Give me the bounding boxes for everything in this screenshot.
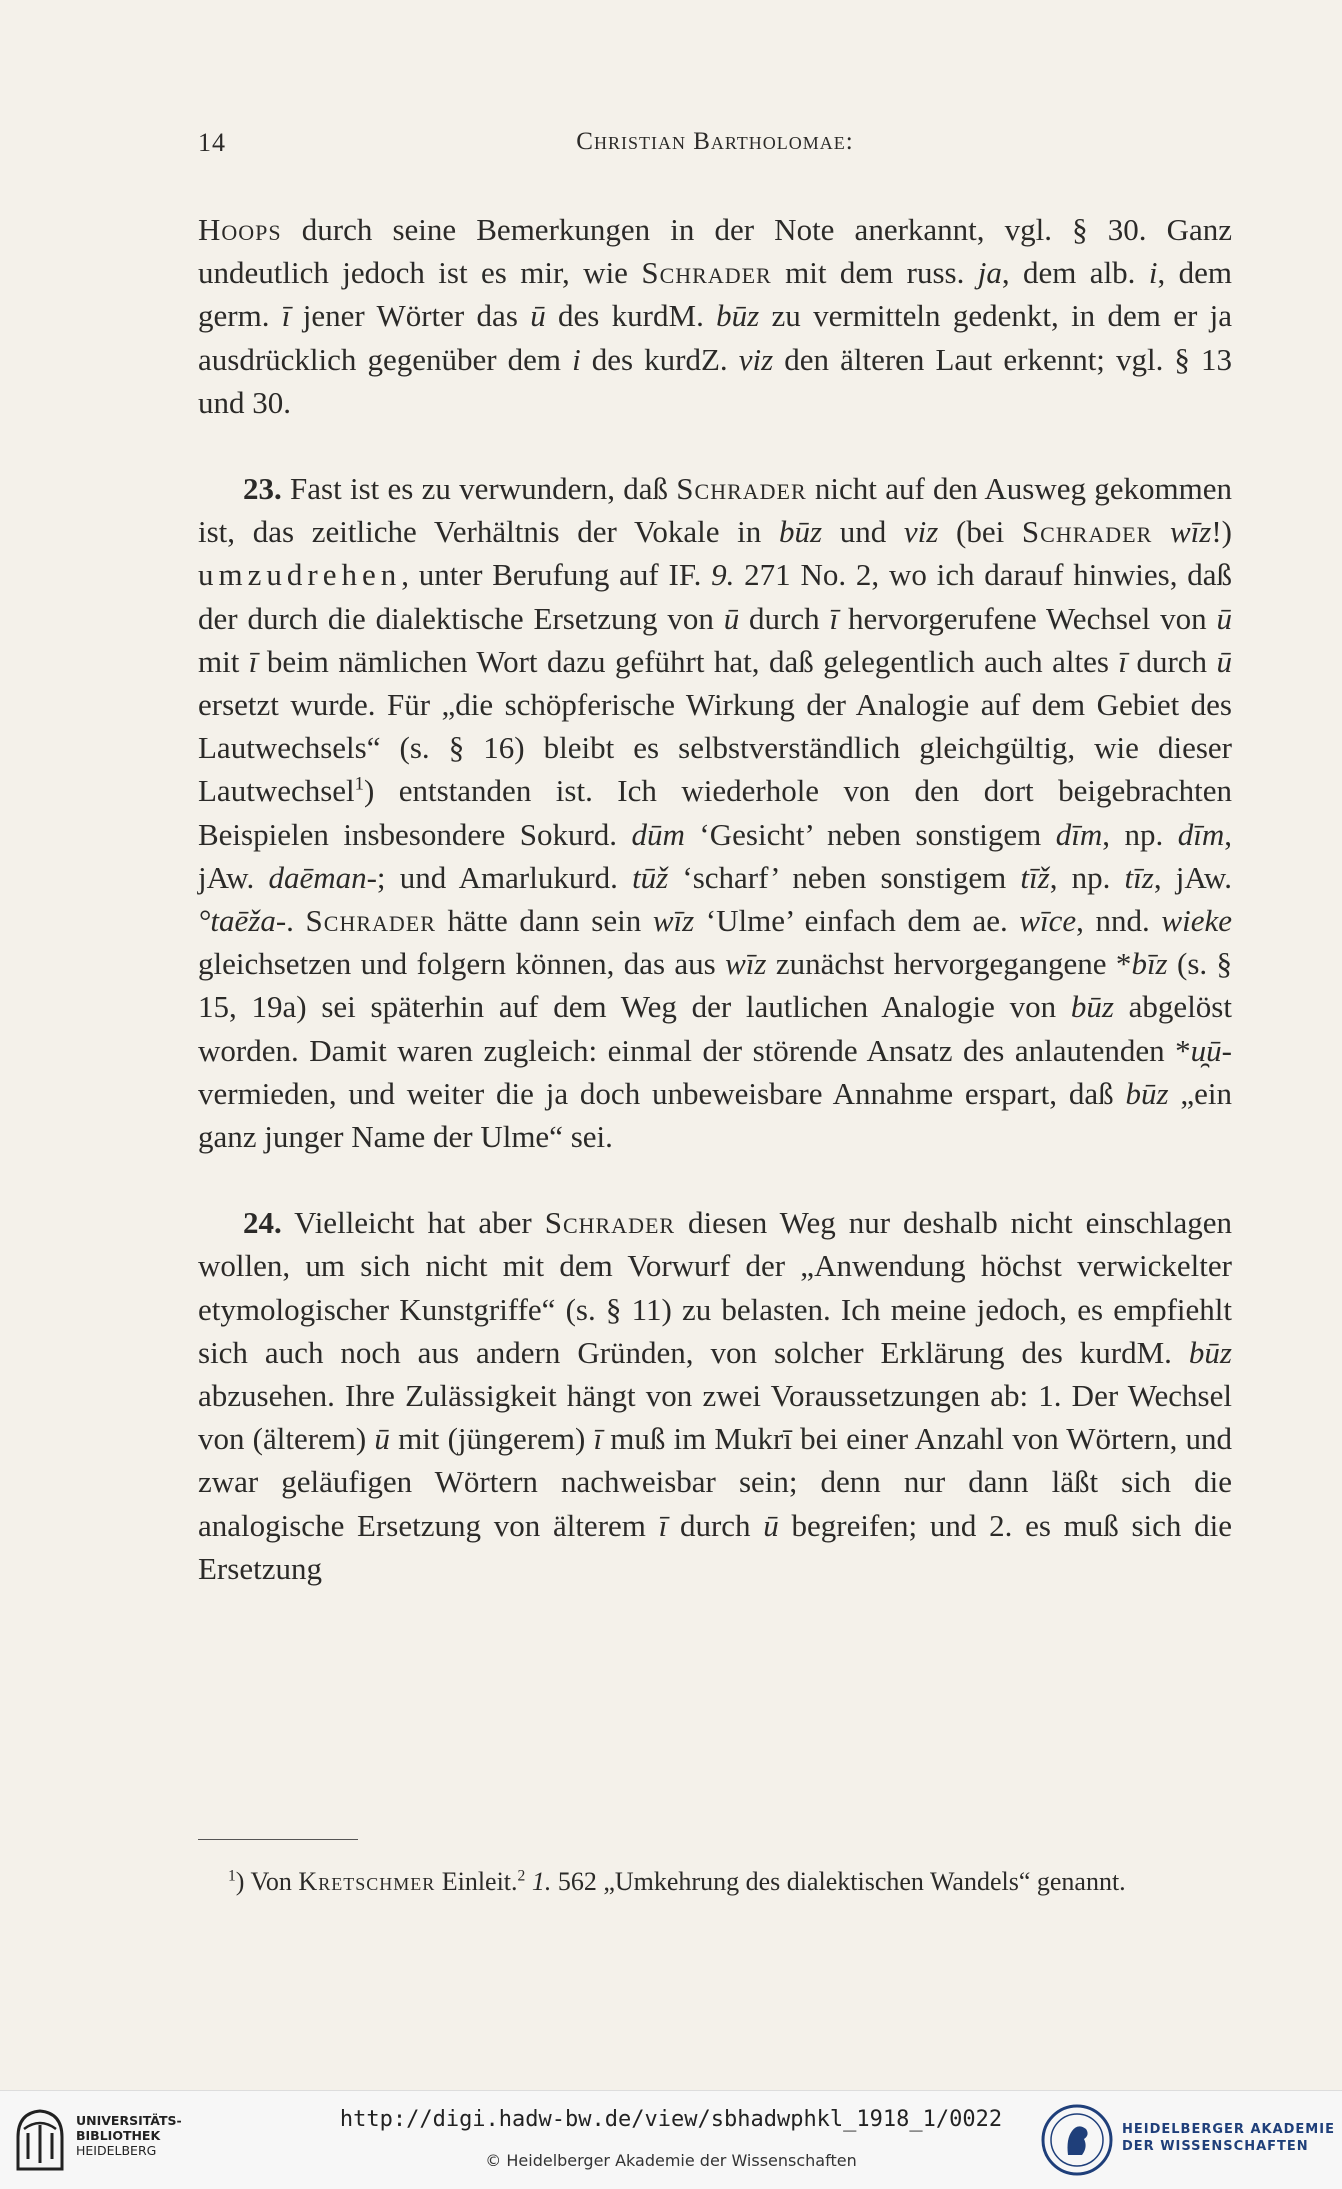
text-run: ‘Ulme’ einfach dem ae.: [694, 903, 1020, 939]
text-run: ersetzt wurde. Für „die schöpferische Wirkung der Analogie auf dem Gebiet des Lautwechsels“ (s. § 16) bleibt es selbstverständlich gleichgültig, wie dieser Lautwechsel: [198, 687, 1232, 809]
text-run: mit (jüngerem): [389, 1421, 594, 1457]
italic-term: ī: [248, 643, 258, 679]
text-run: hervorgerufene Wechsel von: [838, 600, 1217, 636]
text-run: muß im Mukrī bei einer Anzahl von Wörtern, und zwar geläufigen Wörtern nachweisbar sein; denn nur dann läßt sich die analogische Ersetzung von älterem: [198, 1421, 1232, 1543]
italic-term: dūm: [631, 816, 685, 852]
italic-term: tīž: [1020, 859, 1050, 895]
text-run: , unter Berufung auf IF.: [401, 557, 712, 593]
text-run: durch: [1127, 643, 1217, 679]
italic-term: 9.: [711, 557, 735, 593]
author-name: Hoops: [198, 212, 282, 247]
text-run: durch: [667, 1507, 764, 1543]
text-run: und: [822, 514, 904, 550]
italic-term: ī: [593, 1421, 603, 1457]
italic-term: ū: [763, 1507, 779, 1543]
italic-term: tūž: [632, 859, 669, 895]
italic-term: būz: [778, 514, 823, 550]
academy-line-2: DER WISSENSCHAFTEN: [1122, 2139, 1309, 2154]
author-name: Schrader: [1021, 514, 1153, 550]
text-run: (s. § 15, 19a) sei späterhin auf dem Weg der lautlichen Analogie von: [198, 946, 1233, 1025]
text-run: , nnd.: [1076, 903, 1162, 939]
copyright-notice: © Heidelberger Akademie der Wissenschaften: [485, 2151, 857, 2170]
italic-term: ja: [977, 255, 1002, 291]
italic-term: wīce: [1019, 903, 1077, 939]
text-run: vermieden, und weiter die ja doch unbeweisbare Annahme erspart, daß: [198, 1075, 1126, 1111]
italic-term: u̯ū-: [1190, 1032, 1232, 1068]
text-run: beim nämlichen Wort dazu geführt hat, daß gelegentlich auch altes: [257, 643, 1119, 679]
text-run: abgelöst worden. Damit waren zugleich: einmal der störende Ansatz des anlautenden *: [198, 989, 1232, 1068]
italic-term: 1.: [531, 1867, 552, 1896]
italic-term: ū: [374, 1421, 390, 1457]
running-head: [198, 128, 1232, 168]
author-name: Kretschmer: [298, 1867, 436, 1896]
text-run: durch seine Bemerkungen in der Note anerkannt, vgl. § 30. Ganz undeutlich jedoch ist es mir, wie: [198, 212, 1232, 291]
text-run: , dem germ.: [198, 255, 1232, 334]
italic-term: būz: [1070, 989, 1114, 1025]
text-run: zunächst hervorgegangene *: [766, 946, 1132, 982]
italic-term: ī: [829, 600, 839, 636]
text-run: Einleit.: [435, 1867, 518, 1896]
text-run: 271 No. 2, wo ich darauf hinwies, daß der durch die dialektische Ersetzung von: [198, 557, 1232, 636]
italic-term: wīz: [652, 903, 695, 939]
text-run: zu vermitteln gedenkt, in dem er ja ausdrücklich gegenüber dem: [198, 298, 1232, 377]
text-run: !): [1211, 514, 1232, 550]
text-run: .: [286, 903, 306, 939]
text-run: jener Wörter das: [290, 298, 531, 334]
text-run: abzusehen. Ihre Zulässigkeit hängt von zwei Voraussetzungen ab: 1. Der Wechsel von (älterem): [198, 1378, 1232, 1457]
text-run: mit: [198, 643, 249, 679]
text-run: „ein ganz junger Name der Ulme“ sei.: [198, 1075, 1232, 1155]
academy-name: [1122, 2121, 1335, 2155]
italic-term: bīz: [1131, 946, 1168, 982]
italic-term: ū: [530, 298, 546, 334]
italic-term: ū: [723, 600, 740, 636]
text-run: gleichsetzen und folgern können, das aus: [198, 946, 726, 982]
spaced-emphasis: umzudrehen: [198, 557, 402, 593]
italic-term: wīz: [1169, 514, 1212, 550]
italic-term: ū: [1216, 600, 1232, 636]
ub-line-2: BIBLIOTHEK: [76, 2128, 161, 2143]
ub-line-3: HEIDELBERG: [76, 2143, 157, 2158]
text-run: durch: [739, 600, 830, 636]
running-title: Christian Bartholomae:: [576, 128, 854, 155]
text-run: Vielleicht hat aber: [281, 1205, 545, 1241]
italic-term: ī: [658, 1507, 668, 1543]
digitization-footer: [0, 2090, 1342, 2189]
text-run: den älteren Laut erkennt; vgl. § 13 und 30.: [198, 341, 1232, 420]
text-run: hätte dann sein: [435, 903, 653, 939]
text-run: mit dem russ.: [771, 255, 978, 291]
text-run: des kurdM.: [545, 298, 717, 334]
author-name: Schrader: [544, 1205, 676, 1241]
text-run: Fast ist es zu verwundern, daß: [281, 471, 677, 507]
edition-superscript: 2: [517, 1867, 526, 1885]
text-run: nicht auf den Ausweg gekommen ist, das zeitliche Verhältnis der Vokale in: [198, 471, 1232, 550]
academy-line-1: HEIDELBERGER AKADEMIE: [1122, 2122, 1335, 2137]
text-run: 562 „Umkehrung des dialektischen Wandels“ genannt.: [551, 1867, 1126, 1896]
text-run: diesen Weg nur deshalb nicht einschlagen wollen, um sich nicht mit dem Vorwurf der „Anwendung höchst verwickelter etymologischer Kunstgriffe“ (s. § 11) zu belasten. Ich meine jedoch, es empfiehlt sich auch noch aus andern Gründen, von solcher Erklärung des kurdM.: [198, 1205, 1232, 1370]
italic-term: dīm: [1177, 816, 1225, 852]
academy-seal-icon: [1040, 2103, 1114, 2177]
text-run: ) entstanden ist. Ich wiederhole von den dort beigebrachten Beispielen insbesondere Sokurd.: [198, 773, 1232, 852]
author-name: Schrader: [676, 471, 807, 507]
italic-term: ū: [1216, 643, 1232, 679]
footnote-1: [198, 1864, 1232, 1900]
italic-term: daēman-: [268, 859, 377, 895]
body-text: [198, 208, 1232, 1590]
text-run: , jAw.: [198, 816, 1232, 895]
text-run: [1152, 514, 1170, 549]
italic-term: viz: [738, 341, 774, 377]
italic-term: būz: [716, 298, 760, 334]
footnotes: [198, 1864, 1232, 1900]
footnote-marker: 1: [354, 774, 364, 796]
footnote-number: 1: [228, 1867, 236, 1885]
section-24: [198, 1201, 1232, 1590]
italic-term: °taēža-: [198, 903, 287, 939]
text-run: ‘scharf’ neben sonstigem: [668, 859, 1021, 895]
section-23: [198, 467, 1232, 1158]
section-number: 23.: [243, 471, 282, 507]
author-name: Schrader: [641, 255, 772, 291]
text-run: ; und Amarlukurd.: [376, 859, 633, 895]
italic-term: i: [1148, 255, 1158, 291]
italic-term: wīz: [725, 946, 767, 982]
text-run: des kurdZ.: [580, 341, 739, 377]
page-number: 14: [198, 128, 226, 157]
footnote-rule: [198, 1839, 358, 1840]
section-number: 24.: [243, 1205, 282, 1241]
author-name: Schrader: [305, 903, 436, 939]
text-run: , dem alb.: [1001, 255, 1149, 291]
italic-term: ī: [1118, 643, 1127, 679]
ub-line-1: UNIVERSITÄTS-: [76, 2113, 182, 2128]
text-run: begreifen; und 2. es muß sich die Ersetzung: [198, 1507, 1232, 1586]
text-run: , np.: [1102, 816, 1178, 852]
italic-term: viz: [903, 514, 939, 550]
italic-term: būz: [1188, 1334, 1232, 1370]
italic-term: dīm: [1055, 816, 1103, 852]
italic-term: tīz: [1124, 859, 1154, 895]
text-run: , np.: [1049, 859, 1125, 895]
permalink-url[interactable]: http://digi.hadw-bw.de/view/sbhadwphkl_1918_1/0022: [339, 2107, 1003, 2132]
text-run: (bei: [938, 514, 1022, 550]
italic-term: i: [572, 341, 581, 377]
text-run: ‘Gesicht’ neben sonstigem: [684, 816, 1056, 852]
italic-term: wieke: [1161, 903, 1232, 939]
paragraph-continuation: [198, 208, 1232, 424]
text-run: , jAw.: [1153, 859, 1232, 895]
italic-term: būz: [1125, 1075, 1169, 1111]
text-run: ) Von: [235, 1867, 299, 1896]
italic-term: ī: [281, 298, 291, 334]
